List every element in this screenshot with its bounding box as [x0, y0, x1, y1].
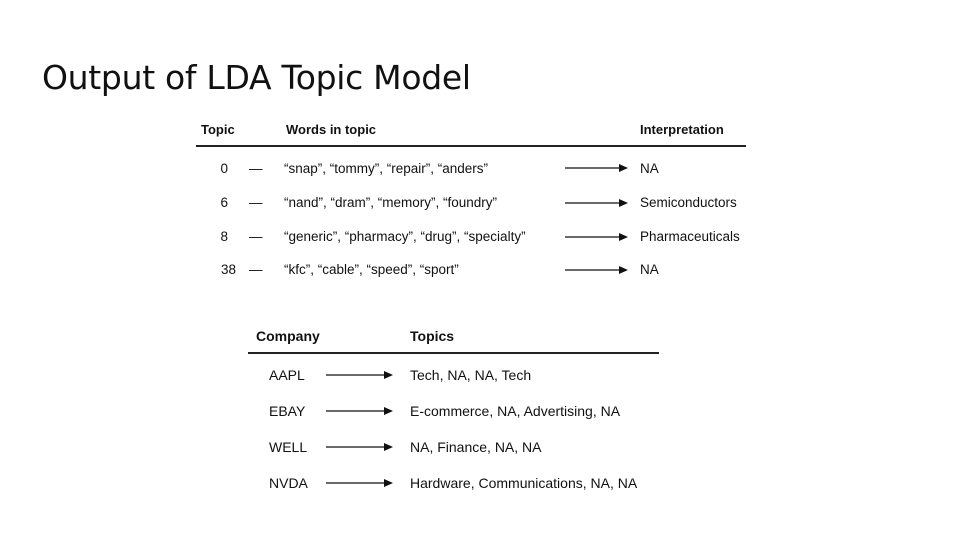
- topic-words: “nand”, “dram”, “memory”, “foundry”: [284, 195, 498, 210]
- topic-interpretation: NA: [640, 161, 659, 176]
- topic-id: 6: [220, 195, 228, 210]
- arrow-icon: [326, 478, 394, 488]
- company-ticker: EBAY: [269, 403, 306, 419]
- arrow-icon: [565, 198, 629, 208]
- arrow-icon: [326, 442, 394, 452]
- arrow-icon: [565, 232, 629, 242]
- words-header: Words in topic: [286, 122, 377, 137]
- topic-interpretation: Pharmaceuticals: [640, 229, 740, 244]
- company-header: Company: [256, 328, 320, 344]
- topics-header: Topics: [410, 328, 455, 344]
- company-ticker: AAPL: [269, 367, 305, 383]
- company-ticker: WELL: [269, 439, 308, 455]
- company-topics: Hardware, Communications, NA, NA: [410, 475, 638, 491]
- topic-id: 0: [220, 161, 228, 176]
- company-ticker: NVDA: [269, 475, 308, 491]
- company-topics: Tech, NA, NA, Tech: [410, 367, 532, 383]
- arrow-icon: [326, 370, 394, 380]
- arrow-icon: [326, 406, 394, 416]
- company-topics: NA, Finance, NA, NA: [410, 439, 542, 455]
- topic-interpretation: NA: [640, 262, 659, 277]
- topic-header: Topic: [201, 122, 235, 137]
- topic-dash: —: [249, 262, 263, 277]
- arrow-icon: [565, 265, 629, 275]
- topic-words: “snap”, “tommy”, “repair”, “anders”: [284, 161, 489, 176]
- topic-id: 38: [220, 262, 236, 277]
- arrow-icon: [565, 163, 629, 173]
- interpretation-header: Interpretation: [640, 122, 724, 137]
- topic-interpretation: Semiconductors: [640, 195, 737, 210]
- company-header-rule: [248, 352, 659, 354]
- slide-title: Output of LDA Topic Model: [42, 58, 471, 97]
- topic-dash: —: [249, 161, 263, 176]
- topics-header-rule: [196, 145, 746, 147]
- topic-id: 8: [220, 229, 228, 244]
- topic-words: “generic”, “pharmacy”, “drug”, “specialty”: [284, 229, 526, 244]
- company-topics: E-commerce, NA, Advertising, NA: [410, 403, 621, 419]
- topic-dash: —: [249, 195, 263, 210]
- topic-dash: —: [249, 229, 263, 244]
- topic-words: “kfc”, “cable”, “speed”, “sport”: [284, 262, 459, 277]
